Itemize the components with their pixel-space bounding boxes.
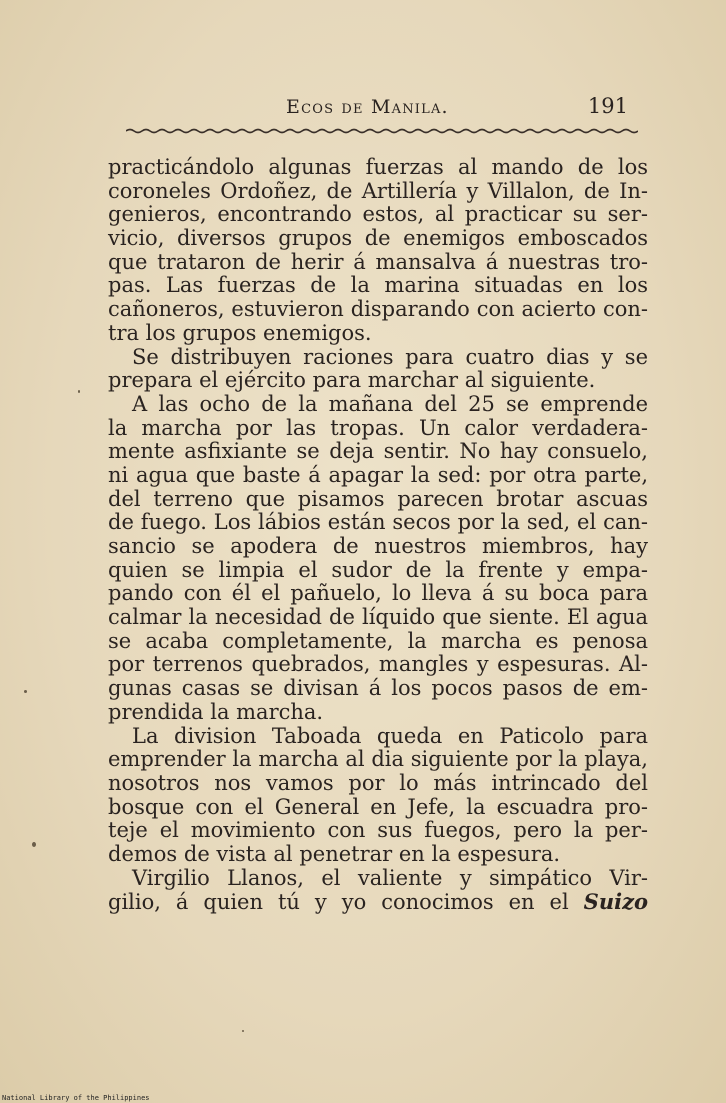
text-line: calmar la necesidad de líquido que siente. El agua [108,605,648,630]
text-line: bosque con el General en Jefe, la escuadra pro- [108,794,648,819]
text-line: por terrenos quebrados, mangles y espesuras. Al- [108,652,648,677]
header-rule [126,128,638,134]
text-line: practicándolo algunas fuerzas al mando de los [108,155,648,179]
text-line: ni agua que baste á apagar la sed: por otra parte, [108,462,648,487]
running-header [108,92,648,132]
running-title: Ecos de Manila. [286,96,449,118]
text-line: prendida la marcha. [108,699,324,724]
text-line: se acaba completamente, la marcha es penosa [108,628,648,653]
paragraph [108,867,648,914]
text-line: la marcha por las tropas. Un calor verdadera- [108,415,648,440]
text-line: La division Taboada queda en Paticolo para [132,723,648,748]
text-line: Virgilio Llanos, el valiente y simpático Vir- [132,865,648,890]
text-line: pando con él el pañuelo, lo lleva á su boca para [108,581,648,606]
text-line: cañoneros, estuvieron disparando con acierto con- [108,297,648,322]
text-line: emprender la marcha al dia siguiente por la playa, [108,747,648,772]
paragraph [108,725,648,867]
text-line: demos de vista al penetrar en la espesura. [108,841,561,866]
text-line: Se distribuyen raciones para cuatro dias y se [132,344,648,369]
paper-speck [242,1030,244,1032]
library-credit: National Library of the Philippines [2,1094,150,1102]
text-line: genieros, encontrando estos, al practicar su ser- [108,202,648,227]
paper-speck [32,842,36,847]
text-line: gunas casas se divisan á los pocos pasos de em- [108,676,648,701]
text-line: teje el movimiento con sus fuegos, pero la per- [108,818,648,843]
paper-speck [24,690,27,693]
text-line: nosotros nos vamos por lo más intrincado del [108,770,648,795]
text-line: tra los grupos enemigos. [108,320,372,345]
text-line: prepara el ejército para marchar al siguiente. [108,368,596,393]
paragraph [108,393,648,725]
text-line: gilio, á quien tú y yo conocimos en el Suizo [108,889,648,915]
paper-speck [78,390,80,393]
paragraph [108,346,648,393]
text-line: del terreno que pisamos parecen brotar ascuas [108,486,648,511]
text-line: sancio se apodera de nuestros miembros, hay [108,534,648,558]
paragraph [108,156,648,346]
text-line: coroneles Ordoñez, de Artillería y Villalon, de In- [108,178,648,203]
text-line: mente asfixiante se deja sentir. No hay consuelo, [108,439,648,464]
text-line: quien se limpia el sudor de la frente y empa- [108,557,648,582]
text-line: pas. Las fuerzas de la marina situadas en los [108,273,648,298]
page-number: 191 [587,94,628,118]
text-line: A las ocho de la mañana del 25 se emprende [132,391,648,416]
text-line: que trataron de herir á mansalva á nuestras tro- [108,249,648,274]
text-line: vicio, diversos grupos de enemigos emboscados [108,226,648,251]
page-body [108,156,648,914]
text-line: de fuego. Los lábios están secos por la sed, el can- [108,510,648,535]
italic-word: Suizo [583,889,648,915]
